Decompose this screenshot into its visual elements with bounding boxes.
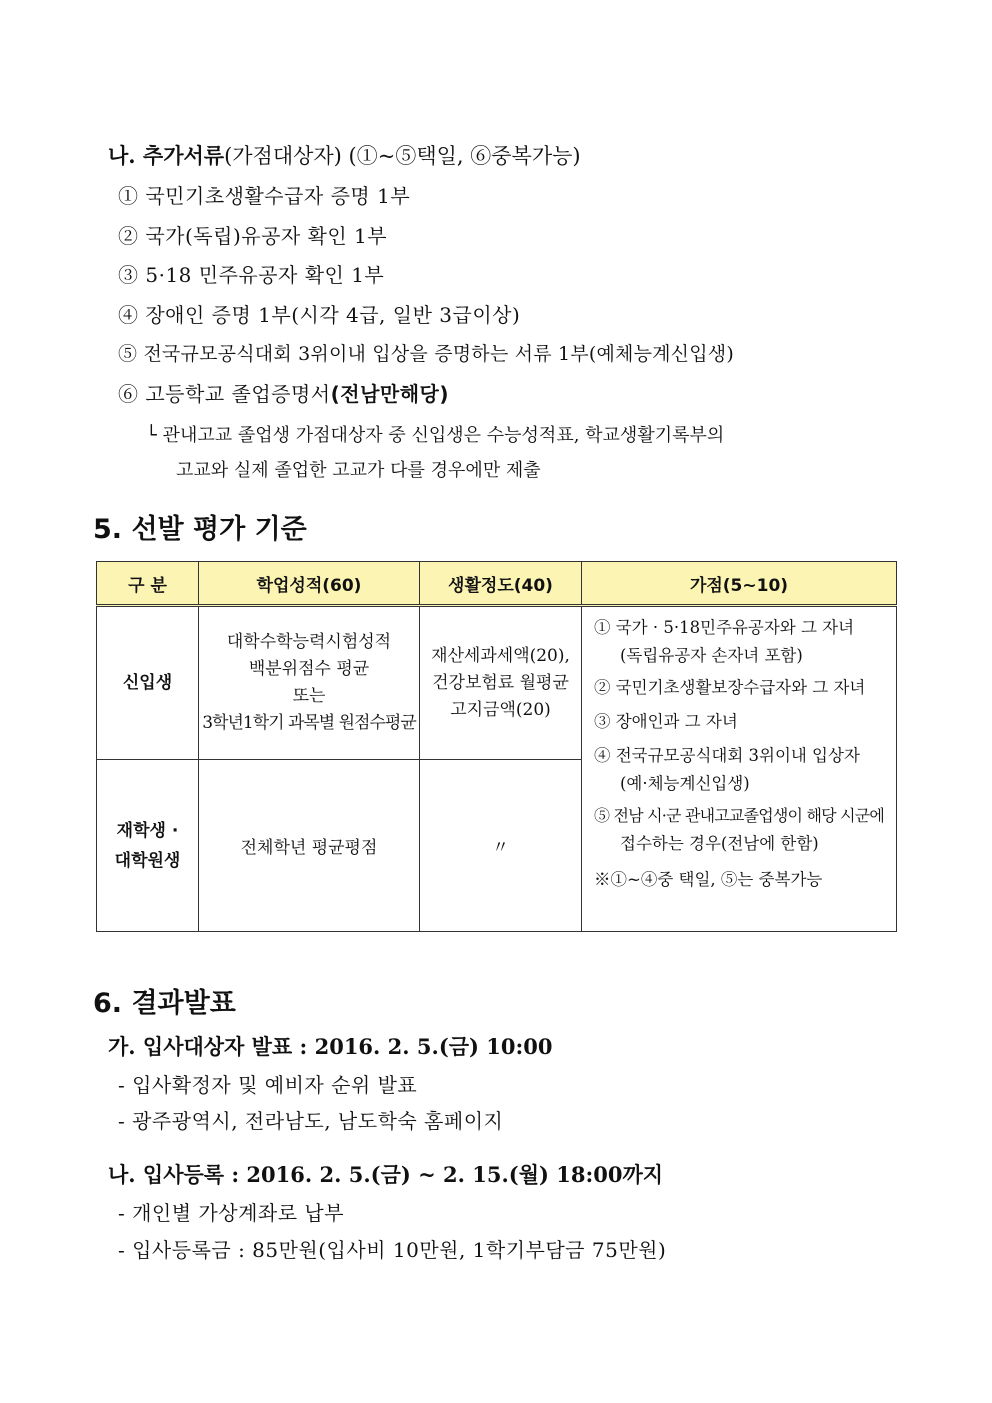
- announcement-heading: 가. 입사대상자 발표 : 2016. 2. 5.(금) 10:00: [108, 1034, 553, 1059]
- header-living: 생활정도(40): [420, 562, 582, 606]
- section5-title: 5. 선발 평가 기준: [93, 514, 307, 545]
- doc-note-line1: └ 관내고교 졸업생 가점대상자 중 신입생은 수능성적표, 학교생활기록부의: [146, 425, 725, 446]
- registration-item-2: - 입사등록금 : 85만원(입사비 10만원, 1학기부담금 75만원): [118, 1238, 667, 1262]
- row-enrolled-label: 재학생 · 대학원생: [97, 760, 199, 932]
- doc-item-3: ③ 5·18 민주유공자 확인 1부: [118, 263, 385, 287]
- header-category: 구 분: [97, 562, 199, 606]
- announcement-item-1: - 입사확정자 및 예비자 순위 발표: [118, 1073, 418, 1097]
- header-bonus: 가점(5~10): [582, 562, 897, 606]
- doc-item-4: ④ 장애인 증명 1부(시각 4급, 일반 3급이상): [118, 303, 521, 327]
- doc-note-line2: 고교와 실제 졸업한 고교가 다를 경우에만 제출: [176, 460, 541, 481]
- row-enrolled-academic: 전체학년 평균평점: [199, 760, 420, 932]
- doc-item-1: ① 국민기초생활수급자 증명 1부: [118, 184, 411, 208]
- doc-item-2: ② 국가(독립)유공자 확인 1부: [118, 224, 388, 248]
- announcement-item-2: - 광주광역시, 전라남도, 남도학숙 홈페이지: [118, 1109, 504, 1133]
- header-academic: 학업성적(60): [199, 562, 420, 606]
- section6-title: 6. 결과발표: [93, 988, 236, 1019]
- doc-item-6: ⑥ 고등학교 졸업증명서(전남만해당): [118, 382, 449, 406]
- bonus-criteria: ① 국가 · 5·18민주유공자와 그 자녀 (독립유공자 손자녀 포함) ② 국민기초생활보장수급자와 그 자녀 ③ 장애인과 그 자녀 ④ 전국규모공식대회 3위이내 입상자 (예·체능계신입생) ⑤ 전남 시·군 관내고교졸업생이 해당 시군에 접수하는 경우(전남에 한함) ※①~④중 택일, ⑤는 중복가능: [582, 606, 897, 932]
- table-row: [97, 606, 897, 760]
- registration-heading: 나. 입사등록 : 2016. 2. 5.(금) ~ 2. 15.(월) 18:00까지: [108, 1162, 664, 1187]
- evaluation-table: [96, 561, 897, 932]
- additional-docs-heading: 나. 추가서류(가점대상자) (①~⑤택일, ⑥중복가능): [108, 143, 581, 168]
- row-freshman-living: 재산세과세액(20), 건강보험료 월평균 고지금액(20): [420, 606, 582, 760]
- row-freshman-academic: 대학수학능력시험성적 백분위점수 평균 또는 3학년1학기 과목별 원점수평균: [199, 606, 420, 760]
- row-enrolled-living: 〃: [420, 760, 582, 932]
- doc-item-5: ⑤ 전국규모공식대회 3위이내 입상을 증명하는 서류 1부(예체능계신입생): [118, 343, 734, 365]
- registration-item-1: - 개인별 가상계좌로 납부: [118, 1201, 345, 1225]
- row-freshman-label: 신입생: [97, 606, 199, 760]
